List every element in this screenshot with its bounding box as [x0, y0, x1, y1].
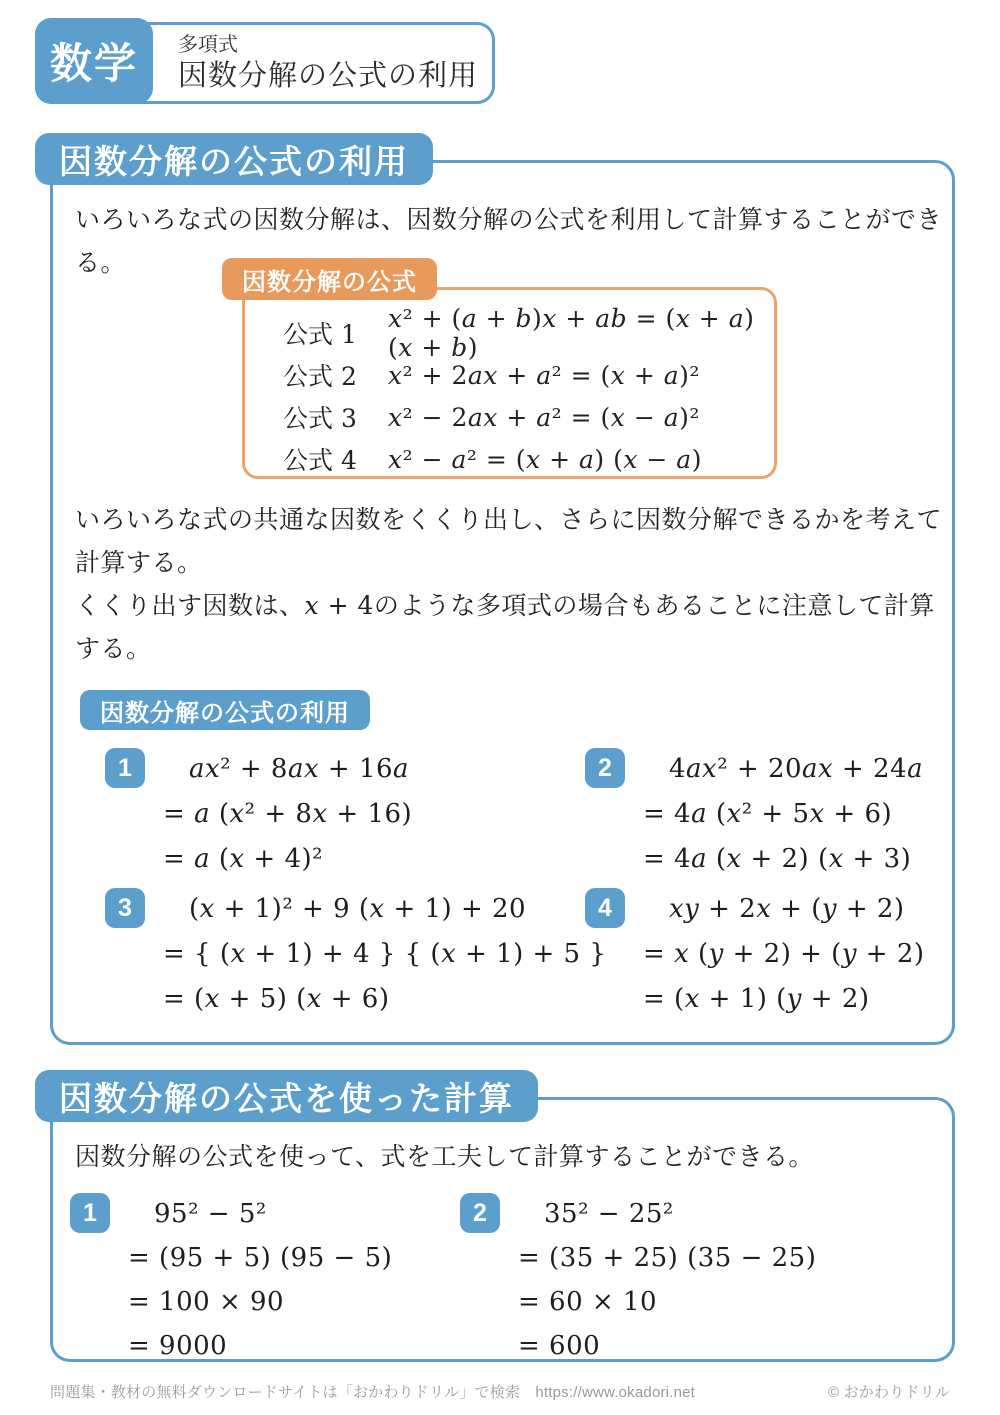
math-line: = (x + 1) (y + 2) — [643, 984, 870, 1014]
example-number-badge: 2 — [460, 1193, 500, 1233]
formula-row — [283, 396, 774, 438]
paragraph-text: のような多項式の場合もあることに注意して計算する。 — [75, 591, 935, 663]
formula-row — [283, 438, 774, 480]
examples-title-badge: 因数分解の公式の利用 — [80, 690, 370, 730]
formula-row — [283, 304, 774, 362]
math-line: 35² − 25² — [544, 1199, 674, 1229]
example-3 — [105, 888, 606, 1023]
formula-box-title-badge: 因数分解の公式 — [222, 258, 437, 300]
math-line: = (x + 5) (x + 6) — [163, 984, 390, 1014]
example-work — [128, 1193, 392, 1369]
math-line: = x (y + 2) + (y + 2) — [643, 939, 925, 969]
footer-copyright: © おかわりドリル — [827, 1384, 950, 1401]
example-1 — [105, 748, 412, 883]
section1-paragraph-1: いろいろな式の共通な因数をくくり出し、さらに因数分解できるかを考えて計算する。 — [75, 505, 943, 577]
example-work — [643, 748, 923, 883]
inline-math: x + 4 — [304, 591, 374, 620]
example-number-badge: 4 — [585, 888, 625, 928]
example-2 — [585, 748, 923, 883]
formula-expression: x² + 2ax + a² = (x + a)² — [388, 360, 700, 390]
math-line: 4ax² + 20ax + 24a — [669, 754, 924, 784]
math-line: = 100 × 90 — [128, 1287, 285, 1317]
page-footer — [50, 1381, 950, 1402]
example-work — [163, 888, 606, 1023]
example-work — [518, 1193, 816, 1369]
formula-expression: x² + (a + b)x + ab = (x + a) (x + b) — [388, 304, 755, 362]
formula-label: 公式 3 — [283, 404, 357, 433]
calculation-example-2 — [460, 1193, 816, 1369]
example-number-badge: 1 — [70, 1193, 110, 1233]
formula-label: 公式 2 — [283, 362, 357, 391]
section2-title-badge: 因数分解の公式を使った計算 — [35, 1070, 538, 1122]
formula-box — [242, 287, 777, 479]
section1-paragraph-2 — [75, 584, 960, 670]
calculation-example-1 — [70, 1193, 392, 1369]
paragraph-text: くくり出す因数は、 — [75, 591, 305, 620]
formula-expression: x² − 2ax + a² = (x − a)² — [388, 402, 700, 432]
formula-label: 公式 1 — [283, 320, 357, 349]
math-line: (x + 1)² + 9 (x + 1) + 20 — [189, 894, 527, 924]
example-number-badge: 3 — [105, 888, 145, 928]
section2-intro-text: 因数分解の公式を使って、式を工夫して計算することができる。 — [75, 1142, 815, 1171]
math-line: = 600 — [518, 1331, 601, 1361]
example-work — [643, 888, 925, 1023]
math-line: xy + 2x + (y + 2) — [669, 894, 905, 924]
math-line: = 4a (x² + 5x + 6) — [643, 799, 893, 829]
math-line: = 60 × 10 — [518, 1287, 658, 1317]
math-line: = 9000 — [128, 1331, 228, 1361]
math-line: = (95 + 5) (95 − 5) — [128, 1243, 393, 1273]
document-title: 因数分解の公式の利用 — [178, 60, 479, 92]
example-4 — [585, 888, 925, 1023]
subject-badge: 数学 — [35, 18, 153, 104]
math-line: ax² + 8ax + 16a — [189, 754, 410, 784]
example-number-badge: 1 — [105, 748, 145, 788]
math-line: 95² − 5² — [154, 1199, 267, 1229]
section1-intro-text: いろいろな式の因数分解は、因数分解の公式を利用して計算することができる。 — [75, 205, 943, 277]
math-line: = a (x + 4)² — [163, 844, 324, 874]
math-line: = 4a (x + 2) (x + 3) — [643, 844, 912, 874]
math-line: = a (x² + 8x + 16) — [163, 799, 413, 829]
section1-title-badge: 因数分解の公式の利用 — [35, 133, 433, 185]
math-line: = (35 + 25) (35 − 25) — [518, 1243, 817, 1273]
formula-expression: x² − a² = (x + a) (x − a) — [388, 444, 702, 474]
math-line: = { (x + 1) + 4 } { (x + 1) + 5 } — [163, 939, 607, 969]
formula-label: 公式 4 — [283, 446, 357, 475]
footer-site-info: 問題集・教材の無料ダウンロードサイトは「おかわりドリル」で検索 https://www.okadori.net — [50, 1384, 696, 1401]
document-category: 多項式 — [178, 34, 238, 56]
example-work — [163, 748, 412, 883]
example-number-badge: 2 — [585, 748, 625, 788]
